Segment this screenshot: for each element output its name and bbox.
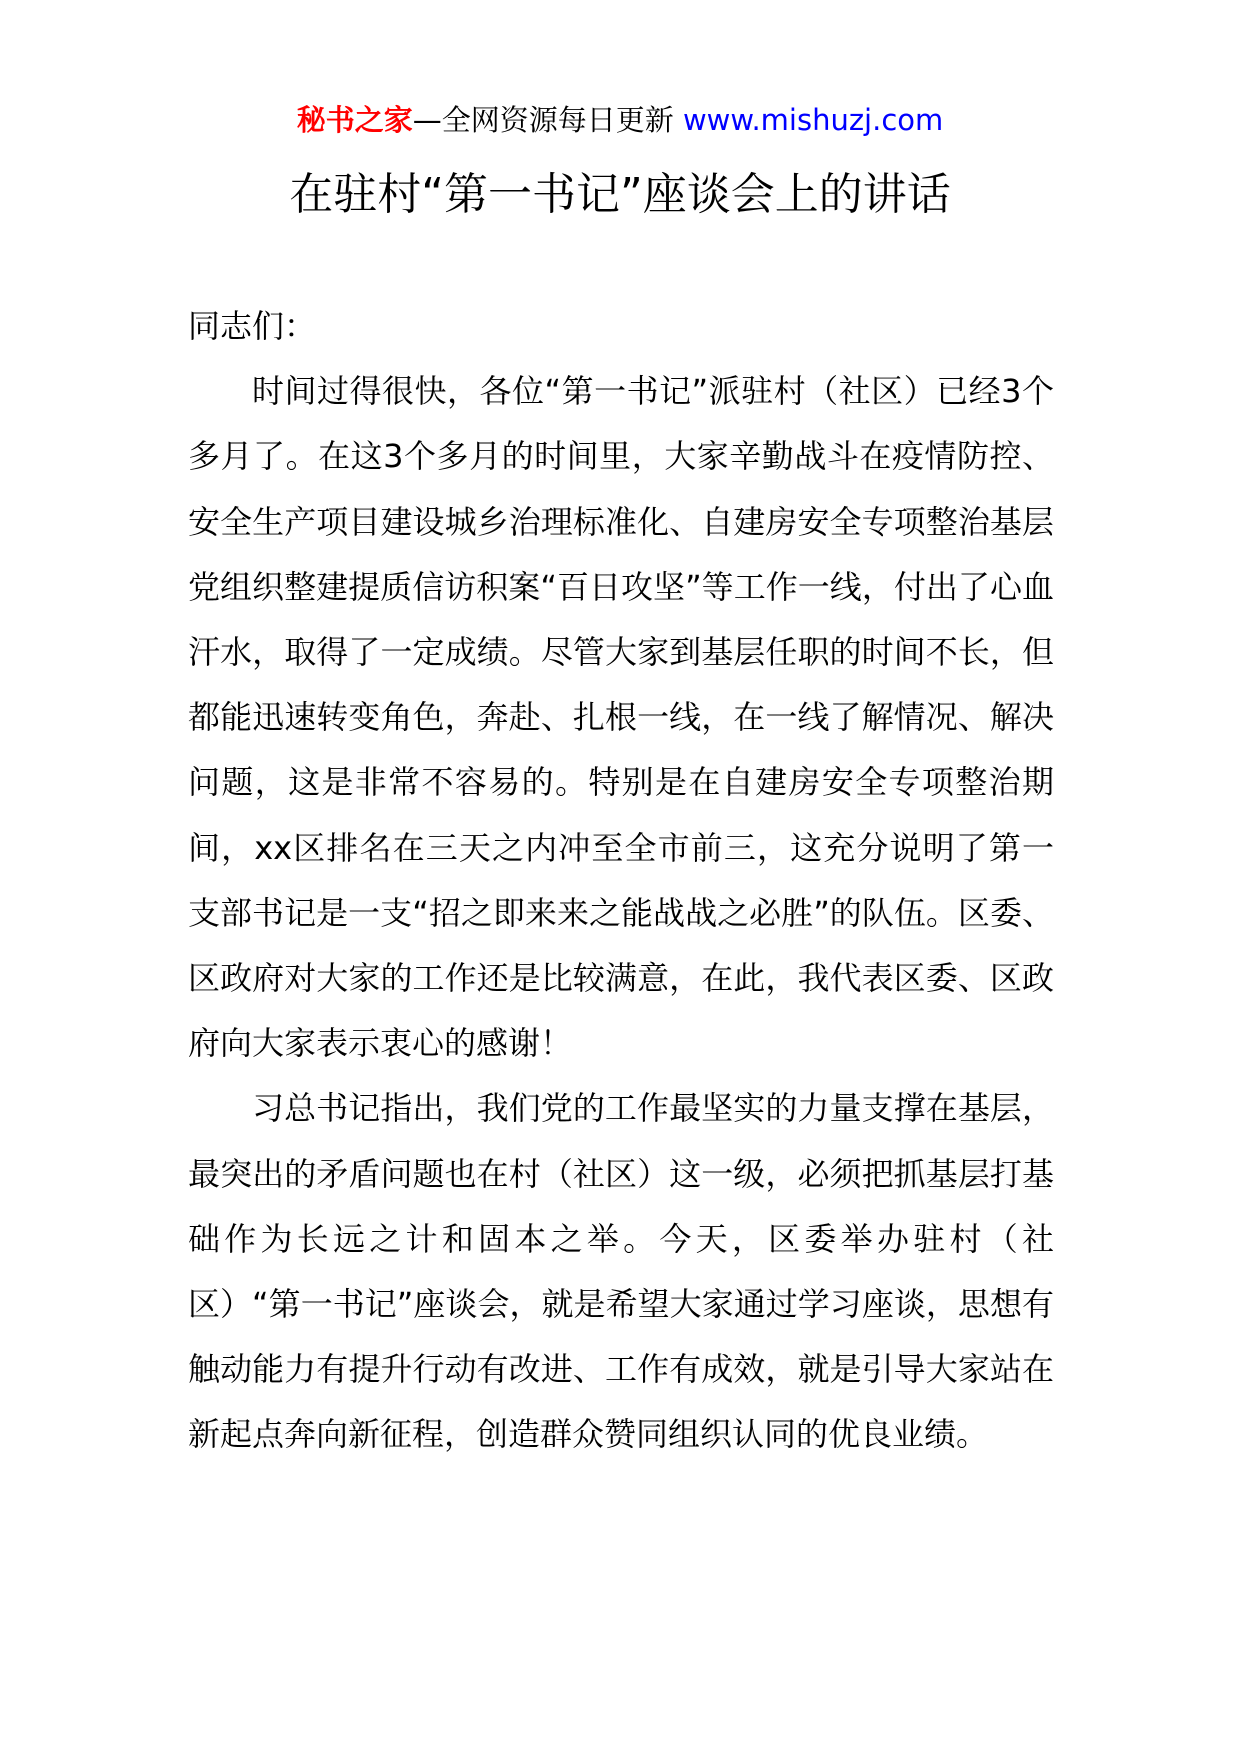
body-paragraph: 时间过得很快，各位“第一书记”派驻村（社区）已经3个多月了。在这3个多月的时间里，大家辛勤战斗在疫情防控、安全生产项目建设城乡治理标准化、自建房安全专项整治基层党组织整建提质信访积案“百日攻坚”等工作一线，付出了心血汗水，取得了一定成绩。尽管大家到基层任职的时间不长，但都能迅速转变角色，奔赴、扎根一线，在一线了解情况、解决问题，这是非常不容易的。特别是在自建房安全专项整治期间，xx区排名在三天之内冲至全市前三，这充分说明了第一支部书记是一支“招之即来来之能战战之必胜”的队伍。区委、区政府对大家的工作还是比较满意，在此，我代表区委、区政府向大家表示衷心的感谢！ — [188, 372, 1054, 1063]
document-body — [188, 294, 1054, 1468]
website-link[interactable]: www.mishuzj.com — [682, 103, 944, 137]
brand-name: 秘书之家 — [296, 103, 413, 137]
body-paragraph: 习总书记指出，我们党的工作最坚实的力量支撑在基层，最突出的矛盾问题也在村（社区）这一级，必须把抓基层打基础作为长远之计和固本之举。今天，区委举办驻村（社区）“第一书记”座谈会，就是希望大家通过学习座谈，思想有触动能力有提升行动有改进、工作有成效，就是引导大家站在新起点奔向新征程，创造群众赞同组织认同的优良业绩。 — [188, 1089, 1054, 1454]
salutation: 同志们： — [188, 307, 317, 345]
watermark-header — [0, 100, 1240, 140]
header-tagline: —全网资源每日更新 — [412, 103, 683, 137]
document-title: 在驻村“第一书记”座谈会上的讲话 — [289, 169, 951, 220]
